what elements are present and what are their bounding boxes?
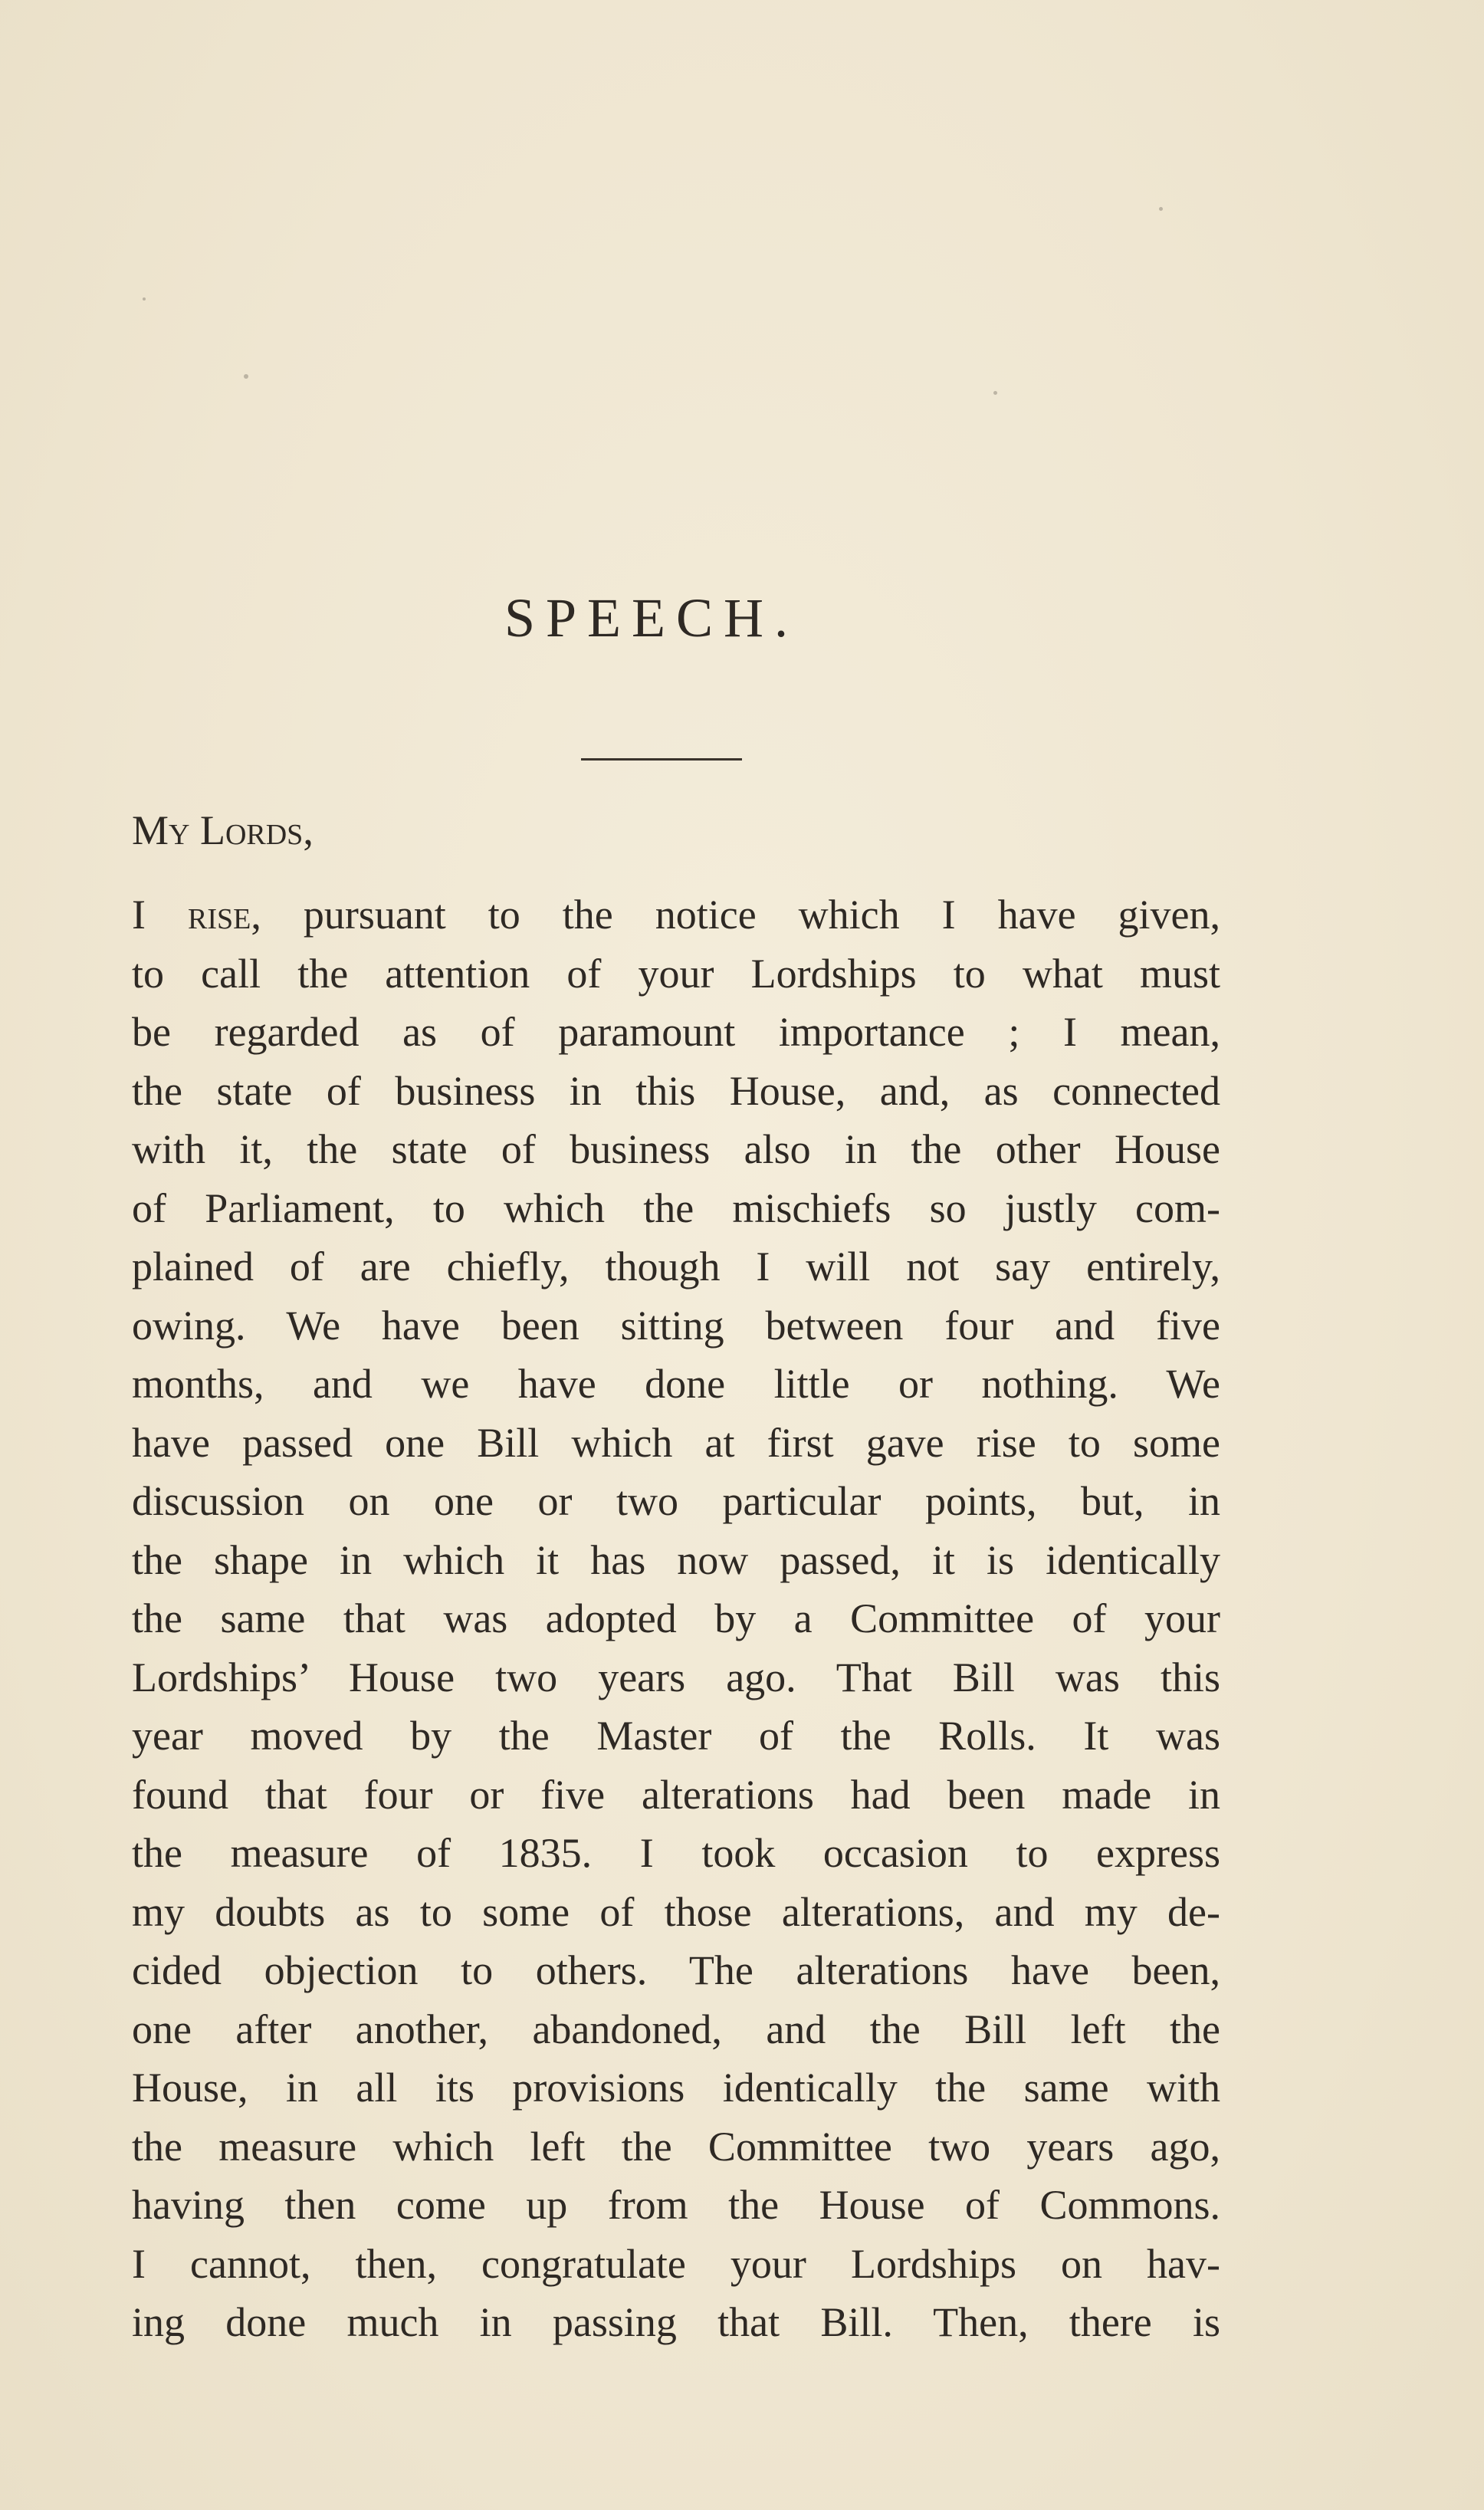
title-divider	[581, 758, 742, 761]
paragraph-line: the measure of 1835. I took occasion to express	[132, 1830, 1220, 1876]
paragraph-line: House, in all its provisions identically the same with	[132, 2065, 1220, 2111]
opening-rest: , pursuant to the notice which I have given,	[251, 892, 1220, 938]
salutation-punctuation: ,	[303, 807, 314, 853]
paragraph-line	[132, 885, 1220, 945]
paragraph-line: having then come up from the House of Commons.	[132, 2182, 1220, 2228]
paragraph-line: found that four or five alterations had been made in	[132, 1771, 1220, 1818]
paragraph-line: be regarded as of paramount importance ; I mean,	[132, 1009, 1220, 1055]
paragraph-line: the shape in which it has now passed, it is identically	[132, 1536, 1220, 1583]
paragraph-line: the state of business in this House, and, as connected	[132, 1067, 1220, 1114]
paragraph-line: of Parliament, to which the mischiefs so justly com-	[132, 1184, 1220, 1231]
paragraph-line: the measure which left the Committee two years ago,	[132, 2123, 1220, 2170]
paragraph-line: ing done much in passing that Bill. Then, there is	[132, 2299, 1220, 2345]
paragraph-line: the same that was adopted by a Committee of your	[132, 1595, 1220, 1641]
paragraph-line: discussion on one or two particular points, but, in	[132, 1478, 1220, 1524]
paper-speck	[244, 374, 248, 379]
paragraph-line: owing. We have been sitting between four and five	[132, 1302, 1220, 1349]
paragraph-line: my doubts as to some of those alterations, and my de-	[132, 1888, 1220, 1935]
speech-paragraph	[132, 885, 1220, 2352]
opening-first-word: I	[132, 892, 146, 938]
salutation-first-word: My	[132, 807, 190, 853]
salutation-second-word: Lords	[199, 807, 304, 853]
paper-speck	[143, 297, 146, 301]
paragraph-line: plained of are chiefly, though I will not say entirely,	[132, 1244, 1220, 1289]
paragraph-line: to call the attention of your Lordships to what must	[132, 950, 1220, 997]
paragraph-line: one after another, abandoned, and the Bill left the	[132, 2006, 1220, 2052]
paragraph-line: Lordships’ House two years ago. That Bill was this	[132, 1654, 1220, 1700]
salutation	[132, 807, 314, 854]
paragraph-line: I cannot, then, congratulate your Lordships on hav-	[132, 2240, 1220, 2287]
paragraph-line: year moved by the Master of the Rolls. It was	[132, 1713, 1220, 1759]
page-title: SPEECH.	[504, 587, 799, 649]
paragraph-line: months, and we have done little or nothing. We	[132, 1361, 1220, 1407]
paper-speck	[1159, 207, 1163, 211]
paragraph-line: with it, the state of business also in the other House	[132, 1126, 1220, 1172]
paragraph-line: cided objection to others. The alterations have been,	[132, 1947, 1220, 1993]
paragraph-line: have passed one Bill which at first gave rise to some	[132, 1419, 1220, 1466]
paper-speck	[993, 391, 997, 395]
opening-small-caps-word: rise	[187, 892, 251, 938]
